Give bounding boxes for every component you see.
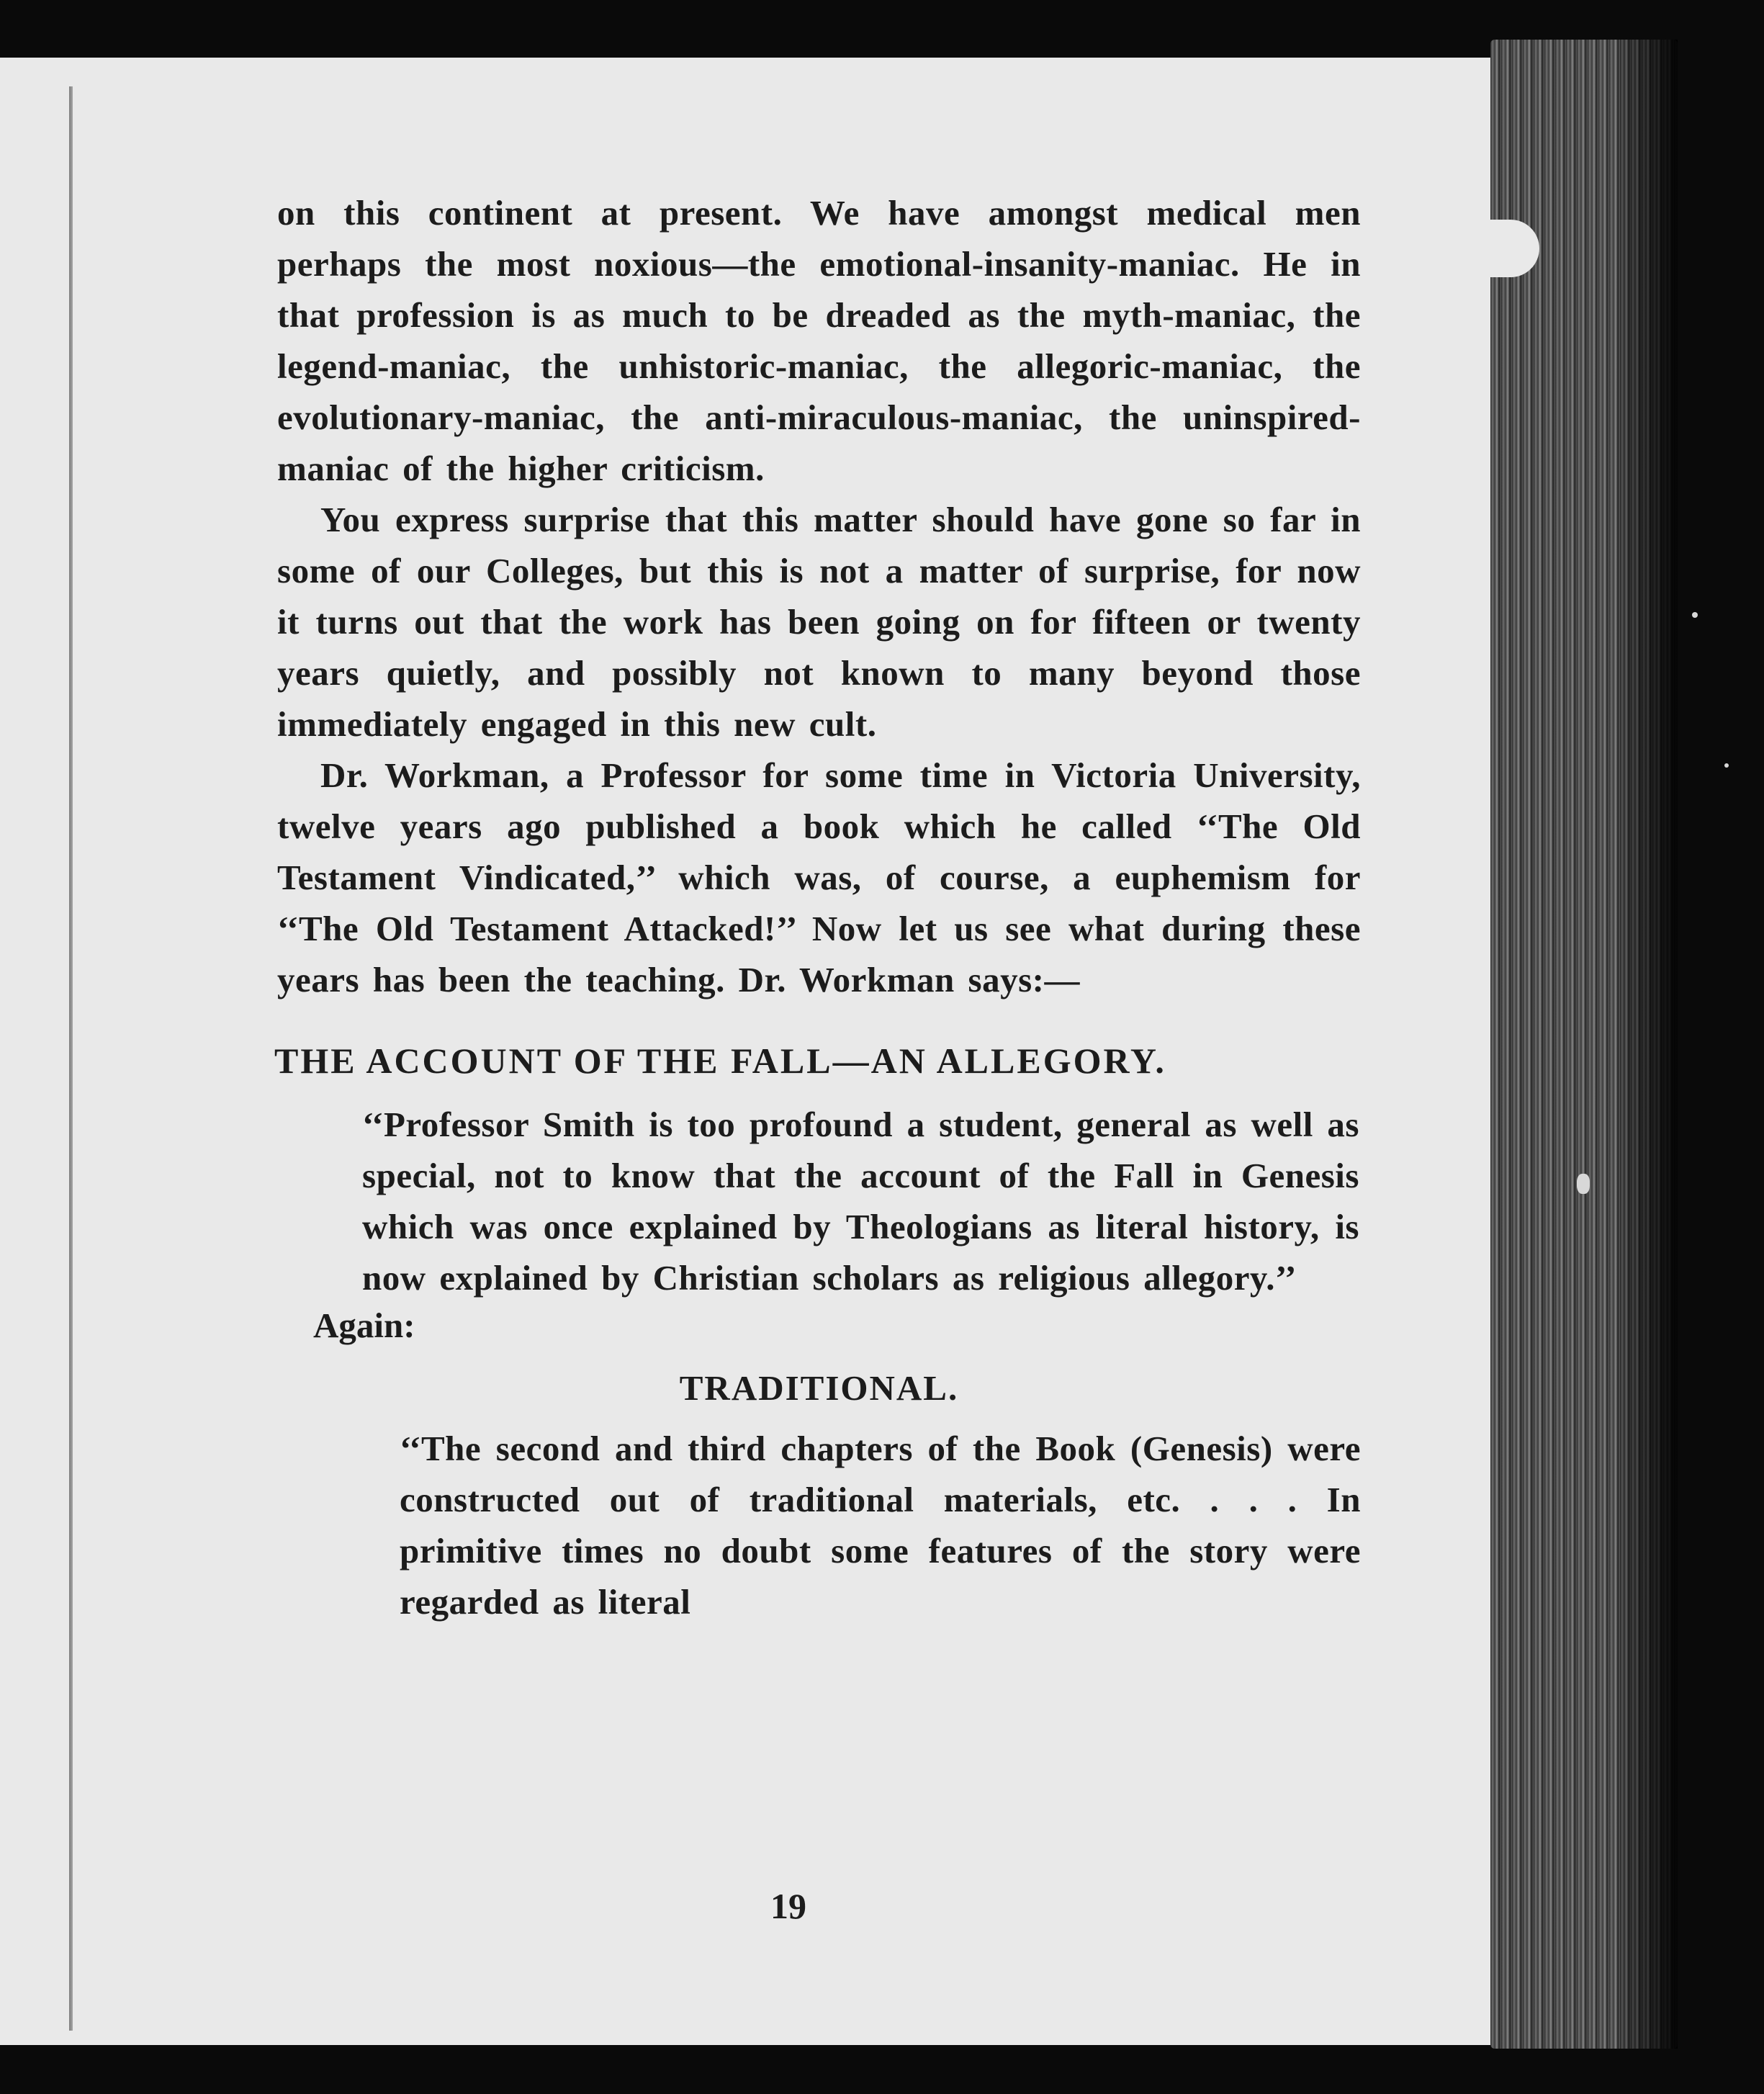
section-heading: THE ACCOUNT OF THE FALL—AN ALLEGORY. (274, 1041, 1166, 1081)
page-body (274, 187, 1361, 1627)
body-paragraph: on this continent at present. We have amongst medical men perhaps the most noxious—the emotional-insanity-maniac. He in that profession is as much to be dreaded as the myth-maniac, the legend-maniac, the unhistoric-maniac, the allegoric-maniac, the evolutionary-maniac, the anti-miraculous-maniac, the uninspired-maniac of the higher criticism. (277, 193, 1361, 488)
section-heading: TRADITIONAL. (679, 1368, 959, 1408)
page-block-edges (1490, 40, 1678, 2049)
block-quote: ‘‘Professor Smith is too profound a student, general as well as special, not to know that the account of the Fall in Genesis which was once explained by Theologians as literal history, is now explained by Christian scholars as religious allegory.’’ (362, 1105, 1359, 1298)
page-number: 19 (770, 1886, 806, 1926)
body-paragraph: Dr. Workman, a Professor for some time in Victoria University, twelve years ago published a book which he called ‘‘The Old Testament Vindicated,’’ which was, of course, a euphemism for ‘‘The Old Testament Attacked!’’ Now let us see what during these years has been the teaching. Dr. Workman says:— (277, 755, 1361, 999)
body-paragraph: You express surprise that this matter should have gone so far in some of our Colleges, but this is not a matter of surprise, for now it turns out that the work has been going on for fifteen or twenty years quietly, and possibly not known to many beyond those immediately engaged in this new cult. (277, 500, 1361, 744)
dust-speck (1692, 612, 1698, 618)
body-text: Again: (313, 1306, 415, 1345)
block-quote: ‘‘The second and third chapters of the Book (Genesis) were constructed out of traditional materials, etc. . . . In primitive times no doubt some features of the story were regarded as literal (400, 1429, 1361, 1622)
dust-speck (1724, 763, 1729, 768)
dust-speck (1577, 1174, 1590, 1194)
gutter-line (69, 86, 73, 2031)
